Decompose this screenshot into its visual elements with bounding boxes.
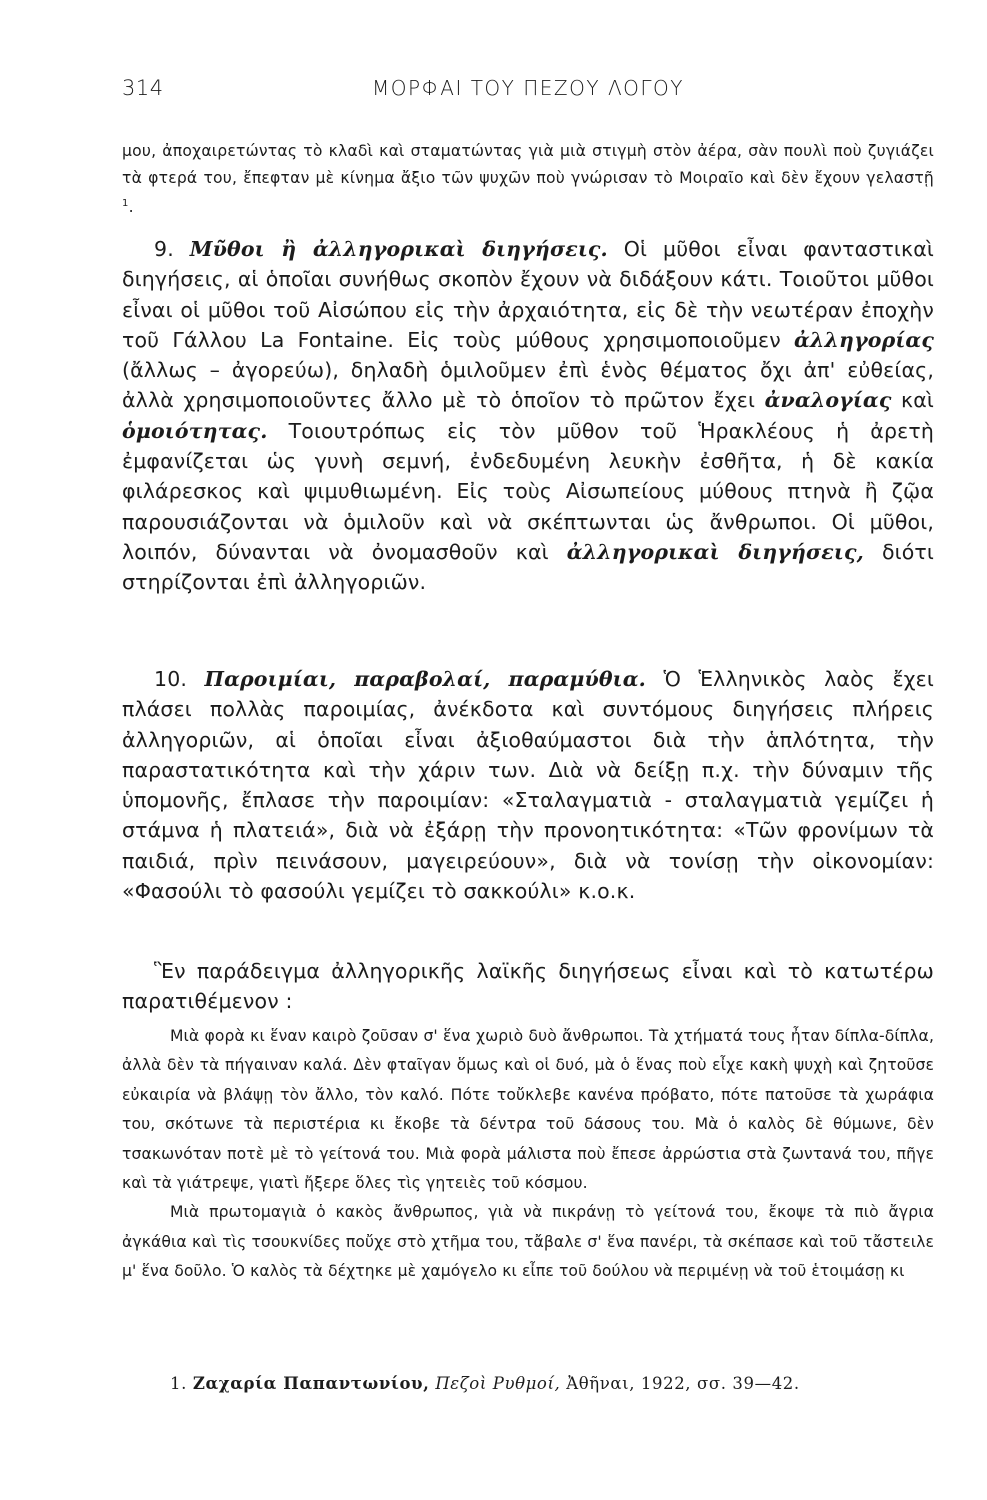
section-10-text: Ὁ Ἑλληνικὸς λαὸς ἔχει πλάσει πολλὰς παροιμίας, ἀνέκδοτα καὶ συντόμους διηγήσεις πλήρεις ἀλληγοριῶν, αἱ ὁποῖαι εἶναι ἀξιοθαύμαστοι διὰ τὴν ἁπλότητα, τὴν παραστατικότητα καὶ τὴν χάριν των. Διὰ νὰ δείξῃ π.χ. τὴν δύναμιν τῆς ὑπομονῆς, ἔπλασε τὴν παροιμίαν: «Σταλαγματιὰ - σταλαγματιὰ γεμίζει ἡ στάμνα ἡ πλατειά», διὰ νὰ ἐξάρῃ τὴν προνοητικότητα: «Τῶν φρονίμων τὰ παιδιά, πρὶν πεινάσουν, μαγειρεύουν», διὰ νὰ τονίσῃ τὴν οἰκονομίαν: «Φασούλι τὸ φασούλι γεμίζει τὸ σακκούλι» κ.ο.κ. [122, 667, 934, 904]
section-10-number: 10. [154, 667, 188, 691]
example-intro-text: Ἓν παράδειγμα ἀλληγορικῆς λαϊκῆς διηγήσεως εἶναι καὶ τὸ κατωτέρω παρατιθέμενον : [122, 959, 934, 1014]
term-allegory: ἀλληγορίας [794, 327, 934, 352]
section-9-number: 9. [154, 237, 174, 261]
section-9-text-2: (ἄλλως – ἀγορεύω), δηλαδὴ ὁμιλοῦμεν ἐπὶ ἑνὸς θέματος ὄχι ἀπ' εὐθείας, ἀλλὰ χρησιμοποιοῦντες ἄλλο μὲ τὸ ὁποῖον τὸ πρῶτον ἔχει [122, 358, 934, 413]
extract-paragraph-2: Μιὰ πρωτομαγιὰ ὁ κακὸς ἄνθρωπος, γιὰ νὰ πικράνῃ τὸ γείτονά του, ἔκοψε τὰ πιὸ ἄγρια ἀγκάθια καὶ τὶς τσουκνίδες ποὔχε στὸ χτῆμα του, τἄβαλε σ' ἕνα πανέρι, τὰ σκέπασε καὶ τοῦ τἄστειλε μ' ἕνα δοῦλο. Ὁ καλὸς τὰ δέχτηκε μὲ χαμόγελο κι εἶπε τοῦ δούλου νὰ περιμένῃ νὰ τοῦ ἑτοιμάσῃ κι [122, 1203, 934, 1281]
section-10-heading: Παροιμίαι, παραβολαί, παραμύθια. [204, 667, 646, 691]
page-number: 314 [122, 76, 164, 100]
section-9-text-3: καὶ [891, 388, 934, 413]
term-analogy: ἀναλογίας [764, 388, 892, 413]
term-allegorical-narratives: ἀλληγορικαὶ διηγήσεις, [566, 539, 864, 564]
quoted-extract [122, 1022, 934, 1287]
running-title: ΜΟΡΦΑΙ ΤΟΥ ΠΕΖΟΥ ΛΟΓΟΥ [372, 76, 684, 100]
footnote-reference: 1 [122, 198, 129, 210]
continuation-text: μου, ἀποχαιρετώντας τὸ κλαδὶ καὶ σταματώντας γιὰ μιὰ στιγμὴ στὸν ἀέρα, σὰν πουλὶ ποὺ ζυγιάζει τὰ φτερά του, ἔπεφταν μὲ κίνημα ἄξιο τῶν ψυχῶν ποὺ γνώρισαν τὸ Μοιραῖο καὶ δὲν ἔχουν γελαστῇ [122, 142, 934, 187]
section-10 [122, 664, 934, 906]
term-similarity: ὁμοιότητας. [122, 418, 268, 443]
example-intro [122, 956, 934, 1017]
footnote-number: 1. [170, 1374, 187, 1393]
section-9-text-4: Τοιουτρόπως εἰς τὸν μῦθον τοῦ Ἡρακλέους ἡ ἀρετὴ ἐμφανίζεται ὡς γυνὴ σεμνή, ἐνδεδυμένη λευκὴν ἐσθῆτα, ἡ δὲ κακία φιλάρεσκος καὶ ψιμυθιωμένη. Εἰς τοὺς Αἰσωπείους μύθους πτηνὰ ἢ ζῷα παρουσιάζονται νὰ ὁμιλοῦν καὶ νὰ σκέπτωνται ὡς ἄνθρωποι. Οἱ μῦθοι, λοιπόν, δύνανται νὰ ὀνομασθοῦν καὶ [122, 418, 934, 564]
page-header [122, 76, 934, 106]
continuation-end: . [128, 198, 134, 217]
footnote-title: Πεζοὶ Ρυθμοί, [435, 1374, 561, 1393]
section-9-heading: Μῦθοι ἢ ἀλληγορικαὶ διηγήσεις. [189, 237, 608, 261]
footnote [170, 1374, 800, 1393]
extract-paragraph-1: Μιὰ φορὰ κι ἕναν καιρὸ ζοῦσαν σ' ἕνα χωριὸ δυὸ ἄνθρωποι. Τὰ χτήματά τους ἦταν δίπλα-δίπλα, ἀλλὰ δὲν τὰ πήγαιναν καλά. Δὲν φταῖγαν ὅμως καὶ οἱ δυό, μὰ ὁ ἕνας ποὺ εἶχε κακὴ ψυχὴ καὶ ζητοῦσε εὐκαιρία νὰ βλάψῃ τὸν ἄλλο, τὸν καλό. Πότε τοὔκλεβε κανένα πρόβατο, πότε πατοῦσε τὰ χωράφια του, σκότωνε τὰ περιστέρια κι ἔκοβε τὰ δέντρα τοῦ δάσους του. Μὰ ὁ καλὸς δὲ θύμωνε, δὲν τσακωνόταν ποτὲ μὲ τὸ γείτονά του. Μιὰ φορὰ μάλιστα ποὺ ἔπεσε ἀρρώστια στὰ ζωντανά του, πῆγε καὶ τὰ γιάτρεψε, γιατὶ ἤξερε ὅλες τὶς γητειὲς τοῦ κόσμου. [122, 1027, 934, 1193]
footnote-author: Ζαχαρία Παπαντωνίου, [192, 1374, 430, 1393]
section-9 [122, 234, 934, 598]
footnote-publication: Ἀθῆναι, 1922, σσ. 39—42. [566, 1374, 800, 1393]
continuation-paragraph [122, 138, 934, 221]
section-9-text-5: διότι στηρίζονται ἐπὶ ἀλληγοριῶν. [122, 539, 934, 595]
section-9-text-1: Οἱ μῦθοι εἶναι φανταστικαὶ διηγήσεις, αἱ ὁποῖαι συνήθως σκοπὸν ἔχουν νὰ διδάξουν κάτι. Τοιοῦτοι μῦθοι εἶναι οἱ μῦθοι τοῦ Αἰσώπου εἰς τὴν ἀρχαιότητα, εἰς δὲ τὴν νεωτέραν ἐποχὴν τοῦ Γάλλου La Fontaine. Εἰς τοὺς μύθους χρησιμοποιοῦμεν [122, 237, 934, 352]
